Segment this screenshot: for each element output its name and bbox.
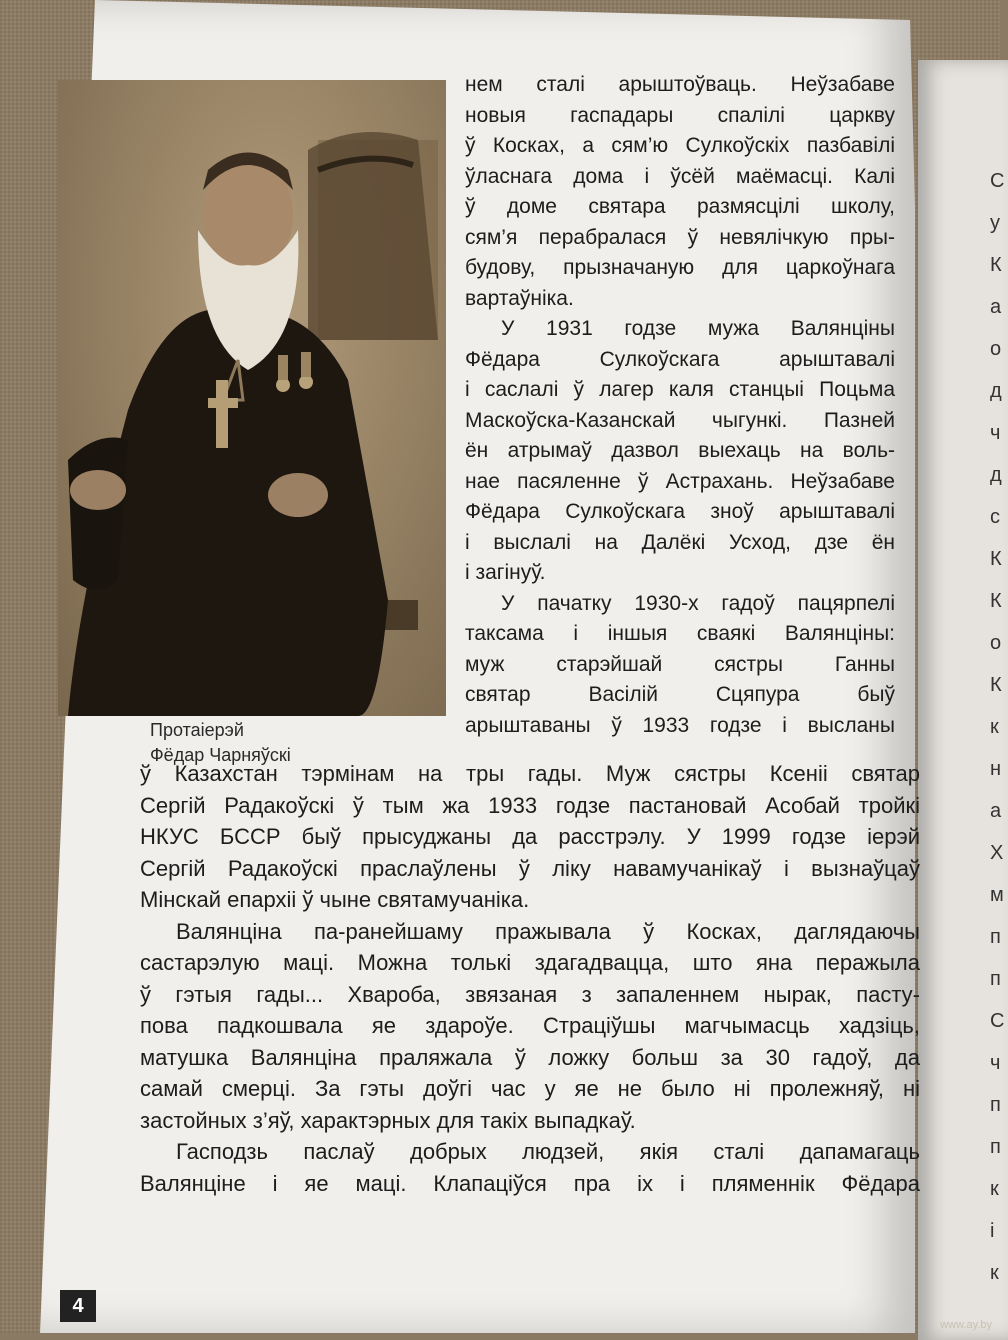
body-line: ў Казахстан тэрмінам на тры гады. Муж сястры Ксеніі святар xyxy=(140,761,920,786)
column-line: Фёдара Сулкоўскага зноў арыштавалі xyxy=(465,500,895,523)
adjacent-page-fragment: о xyxy=(990,632,1002,654)
body-line: Сергій Радакоўскі праслаўлены ў ліку навамучанікаў і вызнаўцаў xyxy=(140,855,920,881)
adjacent-page-fragment: н xyxy=(990,758,1002,780)
column-line: ўласнага дома і ўсёй маёмасці. Калі xyxy=(465,164,895,188)
adjacent-page-fragment: ч xyxy=(990,422,1001,444)
column-line: Фёдара Сулкоўскага арыштавалі xyxy=(465,347,895,371)
column-line: святар Васілій Сцяпура быў xyxy=(465,683,895,706)
column-line: нем сталі арыштоўваць. Неўзабаве xyxy=(465,73,895,96)
body-line: Валянціна па-ранейшаму пражывала ў Косках, даглядаючы xyxy=(176,918,920,944)
adjacent-page-fragment: с xyxy=(990,506,1000,528)
body-line: састарэлую маці. Можна толькі здагадвацца, што яна перажыла xyxy=(140,950,920,975)
adjacent-page-fragment: к xyxy=(990,1178,999,1200)
caption-line-1: Протаіерэй xyxy=(150,720,244,740)
body-line: ў гэтыя гады... Хвароба, звязаная з запаленнем нырак, пасту- xyxy=(140,981,920,1007)
portrait-photo xyxy=(58,80,446,716)
column-line: муж старэйшай сястры Ганны xyxy=(465,652,895,676)
column-line: нае пасяленне ў Астрахань. Неўзабаве xyxy=(465,469,895,493)
column-line: і выслалі на Далёкі Усход, дзе ён xyxy=(465,530,895,554)
column-line: У пачатку 1930-х гадоў пацярпелі xyxy=(501,591,895,615)
body-line: Валянціне і яе маці. Клапаціўся пра іх і пляменнік Фёдара xyxy=(140,1170,920,1196)
column-line: і загінуў. xyxy=(465,561,546,584)
adjacent-page xyxy=(918,60,1008,1340)
adjacent-page-fragment: К xyxy=(990,590,1002,612)
column-line: будову, прызначаную для царкоўнага xyxy=(465,256,895,279)
body-line: Гасподзь паслаў добрых людзей, якія сталі дапамагаць xyxy=(176,1139,920,1164)
column-line: сям’я перабралася ў невялічкую пры- xyxy=(465,225,895,249)
adjacent-page-fragment: К xyxy=(990,254,1002,276)
adjacent-page-fragment: п xyxy=(990,1136,1001,1158)
column-line: новыя гаспадары спалілі царкву xyxy=(465,103,895,127)
column-line: вартаўніка. xyxy=(465,286,574,310)
page-number: 4 xyxy=(60,1290,96,1322)
adjacent-page-fragment: д xyxy=(990,464,1002,486)
adjacent-page-fragment: м xyxy=(990,884,1004,906)
body-line: Мінскай епархіі ў чыне святамучаніка. xyxy=(140,887,530,912)
adjacent-page-fragment: к xyxy=(990,1262,999,1284)
body-line: самай смерці. За гэты доўгі час у яе не было ні пролежняў, ні xyxy=(140,1076,920,1101)
adjacent-page-fragment: у xyxy=(990,212,1000,234)
column-line: арыштаваны ў 1933 годзе і высланы xyxy=(465,713,895,737)
adjacent-page-fragment: С xyxy=(990,170,1005,192)
body-line: Сергій Радакоўскі ў тым жа 1933 годзе пастановай Асобай тройкі xyxy=(140,792,920,818)
adjacent-page-fragment: к xyxy=(990,716,999,738)
caption-line-2: Фёдар Чарняўскі xyxy=(150,745,291,765)
adjacent-page-fragment: о xyxy=(990,338,1002,360)
body-line: матушка Валянціна праляжала ў ложку больш за 30 гадоў, да xyxy=(140,1044,920,1070)
full-width-text xyxy=(140,758,920,1199)
adjacent-page-fragment: а xyxy=(990,296,1002,318)
adjacent-page-fragment: Х xyxy=(990,842,1004,864)
adjacent-page-fragment: К xyxy=(990,548,1002,570)
adjacent-page-fragment: д xyxy=(990,380,1002,402)
column-line: і саслалі ў лагер каля станцыі Поцьма xyxy=(465,378,895,401)
adjacent-page-fragment: п xyxy=(990,926,1001,948)
watermark: www.ay.by xyxy=(940,1319,992,1331)
adjacent-page-fragment: ч xyxy=(990,1052,1001,1074)
body-line: застойных з’яў, характэрных для такіх выпадкаў. xyxy=(140,1107,636,1133)
column-line: ў Косках, а сям’ю Сулкоўскіх пазбавілі xyxy=(465,134,895,157)
column-line: Маскоўска-Казанскай чыгункі. Пазней xyxy=(465,408,895,432)
adjacent-page-fragment: п xyxy=(990,968,1001,990)
body-line: НКУС БССР быў прысуджаны да расстрэлу. У 1999 годзе іерэй xyxy=(140,824,920,849)
column-line: таксама і іншыя сваякі Валянціны: xyxy=(465,622,895,645)
adjacent-page-fragment: і xyxy=(990,1220,995,1242)
adjacent-page-fragment: С xyxy=(990,1010,1005,1032)
right-column-text xyxy=(465,70,895,741)
body-line: пова падкошвала яе здароўе. Страціўшы магчымасць хадзіць, xyxy=(140,1013,920,1038)
adjacent-page-fragment: а xyxy=(990,800,1002,822)
adjacent-page-fragment: К xyxy=(990,674,1002,696)
column-line: ў доме святара размясцілі школу, xyxy=(465,195,895,218)
column-line: ён атрымаў дазвол выехаць на воль- xyxy=(465,439,895,462)
adjacent-page-fragment: п xyxy=(990,1094,1001,1116)
column-line: У 1931 годзе мужа Валянціны xyxy=(501,317,895,340)
